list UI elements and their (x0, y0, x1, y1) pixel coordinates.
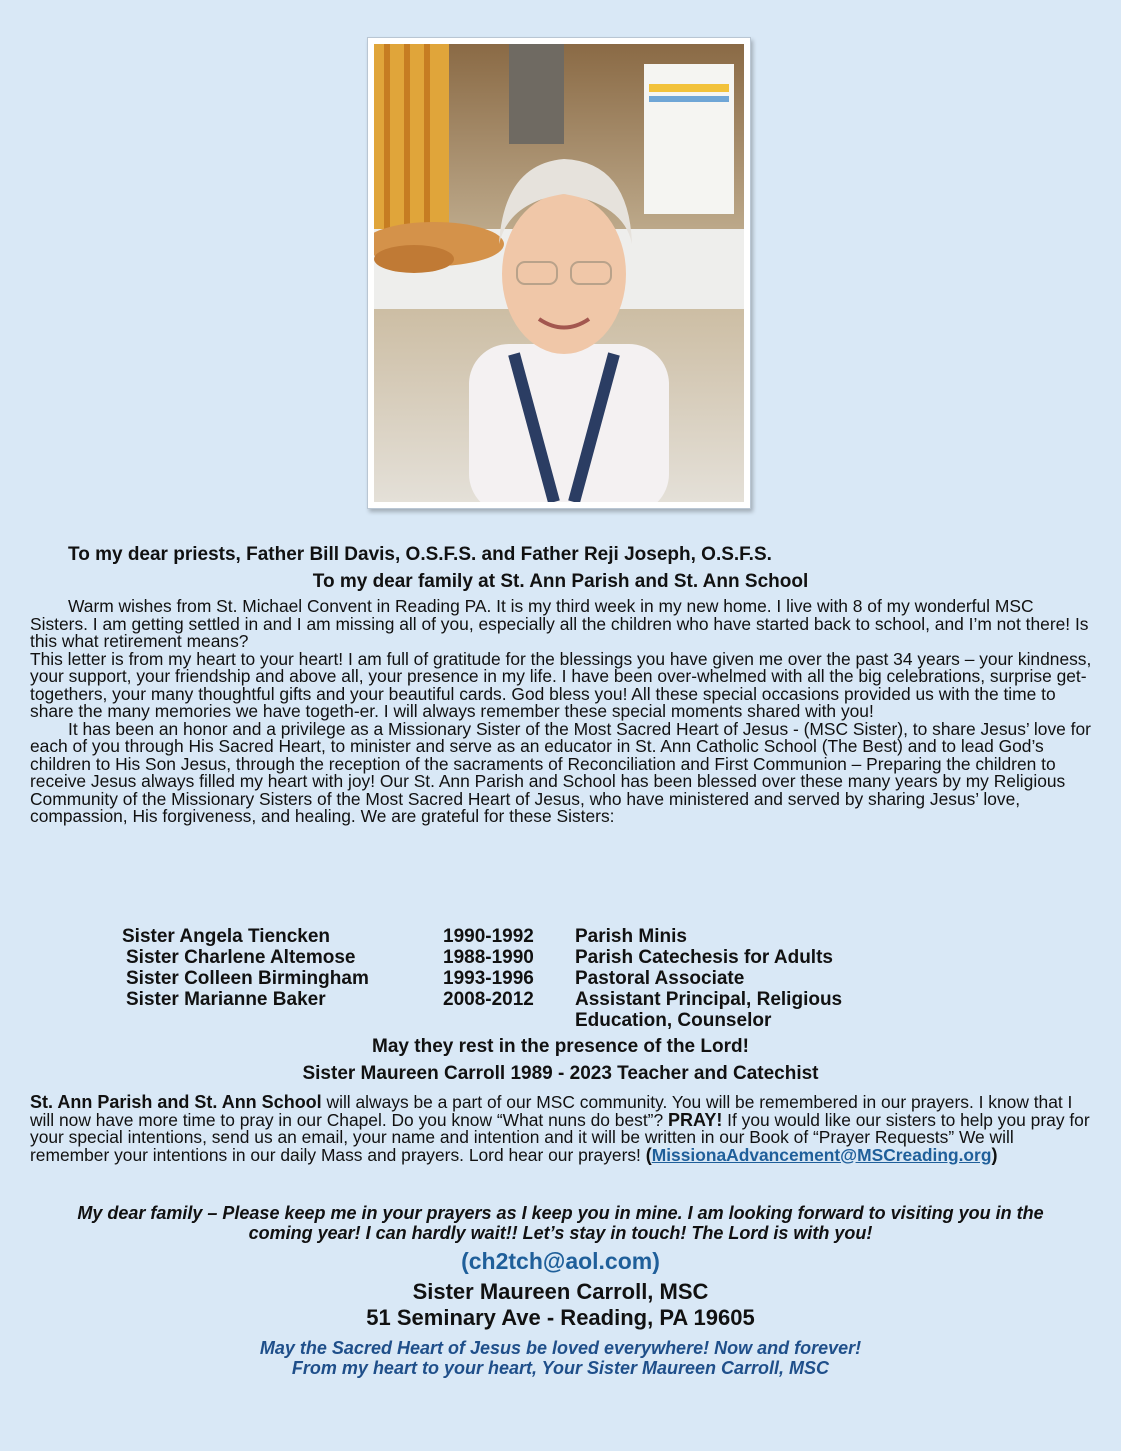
sister-years: 2008-2012 (443, 989, 534, 1010)
sister-name: Sister Charlene Altemose (126, 947, 356, 968)
signature-name: Sister Maureen Carroll, MSC (412, 1279, 709, 1304)
paragraph-2: This letter is from my heart to your heart! I am full of gratitude for the blessings you have given me over the past 34 years – your kindness, your support, your friendship and above all, your presence in my life. I have been over-whelmed with all the big celebrations, surprise get-togethers, your many thoughtful gifts and your beautiful cards. God bless you! All these special occasions provided us with the time to share the many memories we have togeth-er. I will always remember these special moments shared with you! (30, 648, 1092, 721)
greeting-priests: To my dear priests, Father Bill Davis, O.S.F.S. and Father Reji Joseph, O.S.F.S. (68, 544, 772, 565)
sister-role: Parish Catechesis for Adults (575, 947, 833, 968)
closing-text: My dear family – Please keep me in your prayers as I keep you in mine. I am looking forward to visiting you in the coming year! I can hardly wait!! Let’s stay in touch! The Lord is with you! (77, 1203, 1044, 1243)
sister-years: 1988-1990 (443, 947, 534, 968)
mission-advancement-email-link[interactable]: MissionaAdvancement@MSCreading.org (651, 1144, 992, 1165)
sister-role: Parish Minis (575, 926, 687, 947)
closing-message (55, 1203, 1066, 1243)
sisters-list (122, 926, 895, 1031)
pray-bold: PRAY! (667, 1109, 723, 1130)
blessing-line-1: May the Sacred Heart of Jesus be loved everywhere! Now and forever! (259, 1338, 862, 1358)
blessing (0, 1338, 1121, 1378)
contact-email-link[interactable]: (ch2tch@aol.com) (461, 1248, 660, 1274)
community-paragraph (30, 1094, 1093, 1164)
paren-close: ) (991, 1144, 998, 1165)
sister-role: Pastoral Associate (575, 968, 745, 989)
sister-years: 1993-1996 (443, 968, 534, 989)
list-item (122, 968, 895, 989)
sister-name (122, 1010, 443, 1031)
list-item (122, 1010, 895, 1031)
letter-body (30, 598, 1093, 826)
signature-address: 51 Seminary Ave - Reading, PA 19605 (366, 1305, 755, 1330)
paren-open: ( (645, 1144, 652, 1165)
sister-years (443, 1010, 575, 1031)
parish-name-bold: St. Ann Parish and St. Ann School (30, 1092, 322, 1112)
prayer-request-text: If you would like our sisters to help you pray for your special intentions, send us an email, your name and intention and it will be written in our Book of “Prayer Requests” We will remember your intentions in our daily Mass and prayers. Lord hear our prayers! (30, 1109, 1090, 1165)
sister-name: Sister Angela Tiencken (122, 926, 331, 947)
sister-years: 1990-1992 (443, 926, 534, 947)
sister-role: Education, Counselor (575, 1010, 772, 1031)
paragraph-3: It has been an honor and a privilege as a Missionary Sister of the Most Sacred Heart of Jesus - (MSC Sister), to share Jesus’ love for each of you through His Sacred Heart, to minister and serve as an educator in St. Ann Catholic School (The Best) and to lead God’s children to His Son Jesus, through the reception of the sacraments of Reconciliation and First Communion – Preparing the children to receive Jesus always filled my heart with joy! Our St. Ann Parish and School has been blessed over these many years by my Religious Community of the Missionary Sisters of the Most Sacred Heart of Jesus, who have ministered and served by sharing Jesus’ love, compassion, His forgiveness, and healing. We are grateful for these Sisters: (30, 718, 1091, 826)
list-item (122, 989, 895, 1010)
sister-name: Sister Marianne Baker (126, 989, 326, 1010)
list-item (122, 926, 895, 947)
blessing-line-2: From my heart to your heart, Your Sister Maureen Carroll, MSC (291, 1358, 830, 1378)
sister-name: Sister Colleen Birmingham (126, 968, 369, 989)
sister-role: Assistant Principal, Religious (575, 989, 843, 1010)
paragraph-1: Warm wishes from St. Michael Convent in Reading PA. It is my third week in my new home. I live with 8 of my wonderful MSC Sisters. I am getting settled in and I am missing all of you, especially all the children who have started back to school, and I’m not there! Is this what retirement means? (30, 596, 1089, 651)
greeting-family: To my dear family at St. Ann Parish and St. Ann School (312, 571, 809, 592)
maureen-tenure-line: Sister Maureen Carroll 1989 - 2023 Teacher and Catechist (302, 1063, 819, 1084)
portrait-photo (374, 44, 744, 502)
list-item (122, 947, 895, 968)
rest-in-peace-line: May they rest in the presence of the Lord! (372, 1036, 749, 1057)
community-text: will always be a part of our MSC community. You will be remembered in our prayers. I know that I will now have more time to pray in our Chapel. Do you know “What nuns do best”? (30, 1092, 1073, 1130)
portrait-photo-frame (367, 37, 751, 509)
